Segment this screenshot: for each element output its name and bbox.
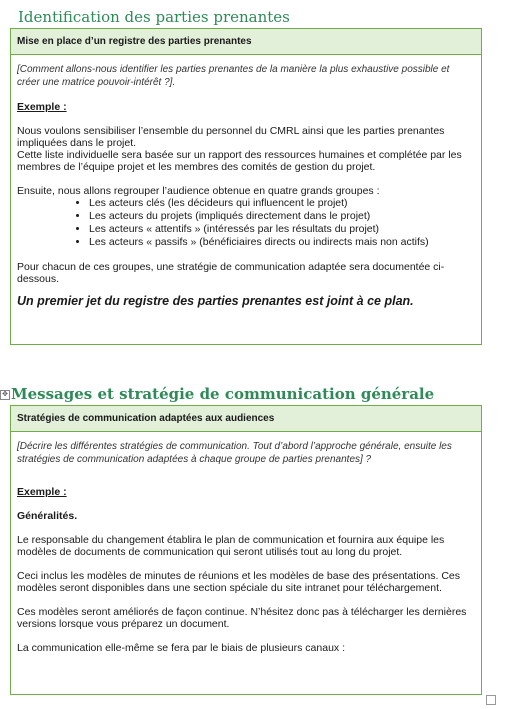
paragraph: Cette liste individuelle sera basée sur un rapport des ressources humaines et complétée par les membres de l’équipe projet et les membres des comités de gestion du projet. bbox=[17, 149, 462, 173]
communication-strategies-box bbox=[10, 405, 482, 695]
list-item: • Les acteurs « passifs » (bénéficiaires directs ou indirects mais non actifs) bbox=[89, 236, 475, 249]
list-item: • Les acteurs du projets (impliqués directement dans le projet) bbox=[89, 210, 475, 223]
section1-heading: Identification des parties prenantes bbox=[18, 8, 290, 26]
list-item: • Les acteurs « attentifs » (intéressés par les résultats du projet) bbox=[89, 223, 475, 236]
paragraph: Nous voulons sensibiliser l’ensemble du personnel du CMRL ainsi que les parties prenantes impliquées dans le projet. bbox=[17, 125, 445, 149]
paragraph: Ensuite, nous allons regrouper l’audience obtenue en quatre grands groupes : bbox=[17, 185, 380, 197]
list-item: • Les acteurs clés (les décideurs qui influencent le projet) bbox=[89, 197, 475, 210]
resize-handle-icon[interactable] bbox=[486, 695, 496, 705]
paragraph: Pour chacun de ces groupes, une stratégie de communication adaptée sera documentée ci-dessous. bbox=[17, 261, 445, 285]
box-title: Mise en place d’un registre des parties prenantes bbox=[11, 29, 481, 55]
paragraph: Ceci inclus les modèles de minutes de réunions et les modèles de base des présentations. Ces modèles seront disponibles dans une section spéciale du site intranet pour téléchargement. bbox=[17, 570, 460, 594]
paragraph: Ces modèles seront améliorés de façon continue. N’hésitez donc pas à télécharger les dernières versions lorsque vous préparez un document. bbox=[17, 606, 467, 630]
example-label: Exemple : bbox=[17, 486, 67, 498]
stakeholder-register-box bbox=[10, 28, 482, 345]
paragraph: La communication elle-même se fera par le biais de plusieurs canaux : bbox=[17, 642, 345, 654]
stakeholder-groups-list bbox=[17, 197, 475, 249]
section2-heading: Messages et stratégie de communication générale bbox=[11, 385, 435, 403]
instruction-note: [Comment allons-nous identifier les parties prenantes de la manière la plus exhaustive possible et créer une matrice pouvoir-intérêt ?]. bbox=[17, 64, 450, 88]
instruction-note: [Décrire les différentes stratégies de communication. Tout d’abord l’approche générale, ensuite les stratégies de communication adaptées à chaque groupe de parties prenantes] ? bbox=[17, 441, 452, 465]
box-body[interactable] bbox=[11, 55, 481, 307]
paragraph: Le responsable du changement établira le plan de communication et fournira aux équipe les modèles de documents de communication qui seront utilisés tout au long du projet. bbox=[17, 534, 445, 558]
box-title: Stratégies de communication adaptées aux audiences bbox=[11, 406, 481, 432]
emphasis-paragraph: Un premier jet du registre des parties prenantes est joint à ce plan. bbox=[17, 294, 414, 308]
example-label: Exemple : bbox=[17, 101, 67, 113]
subheading: Généralités. bbox=[17, 510, 78, 522]
box-body[interactable] bbox=[11, 432, 481, 654]
move-handle-icon[interactable]: ✥ bbox=[0, 390, 10, 400]
